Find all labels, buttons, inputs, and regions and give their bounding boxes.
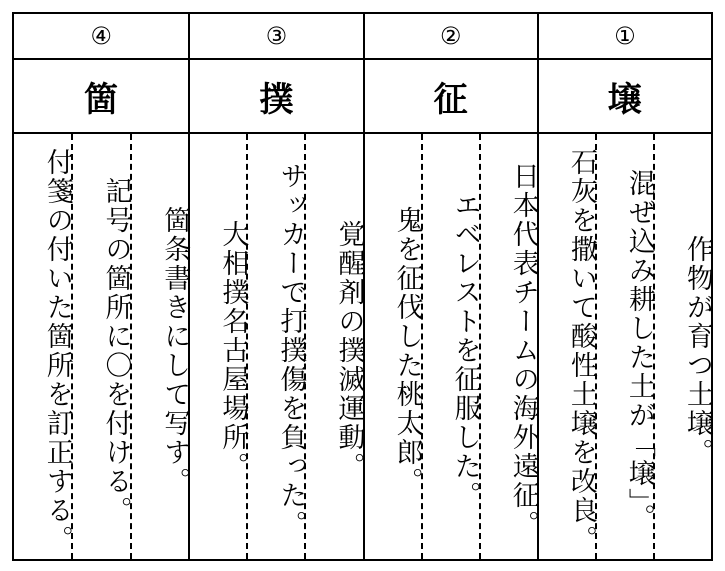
target-kanji: 箇	[14, 60, 188, 134]
example-sentences	[365, 134, 537, 559]
example-sentence: サッカーで打撲傷を負った。	[246, 134, 304, 559]
example-sentences	[190, 134, 365, 559]
column-2	[363, 14, 537, 559]
example-sentence: 記号の箇所に〇を付ける。	[71, 134, 130, 559]
example-sentences	[14, 134, 191, 559]
column-number: ③	[190, 14, 362, 60]
target-kanji: 壌	[539, 60, 711, 134]
column-1	[537, 14, 711, 559]
target-kanji: 征	[365, 60, 537, 134]
column-3	[188, 14, 365, 559]
kanji-worksheet	[12, 12, 713, 561]
example-sentences	[539, 134, 711, 559]
example-sentence: 作物が育つ土壌。	[653, 134, 711, 559]
column-4	[14, 14, 191, 559]
example-sentence: 混ぜ込み耕した土が「壌」。	[595, 134, 653, 559]
example-sentence: 箇条書きにして写す。	[130, 134, 189, 559]
example-sentence: 石灰を撒いて酸性土壌を改良。	[565, 147, 597, 554]
example-sentence: 鬼を征伐した桃太郎。	[391, 205, 423, 496]
column-number: ①	[539, 14, 711, 60]
example-sentence: 大相撲名古屋場所。	[217, 220, 249, 481]
target-kanji: 撲	[190, 60, 362, 134]
example-sentence: 覚醒剤の撲滅運動。	[304, 134, 362, 559]
example-sentence: エベレストを征服した。	[421, 134, 479, 559]
example-sentence: 日本代表チームの海外遠征。	[479, 134, 537, 559]
column-number: ④	[14, 14, 188, 60]
column-number: ②	[365, 14, 537, 60]
example-sentence: 付箋の付いた箇所を訂正する。	[41, 147, 73, 554]
